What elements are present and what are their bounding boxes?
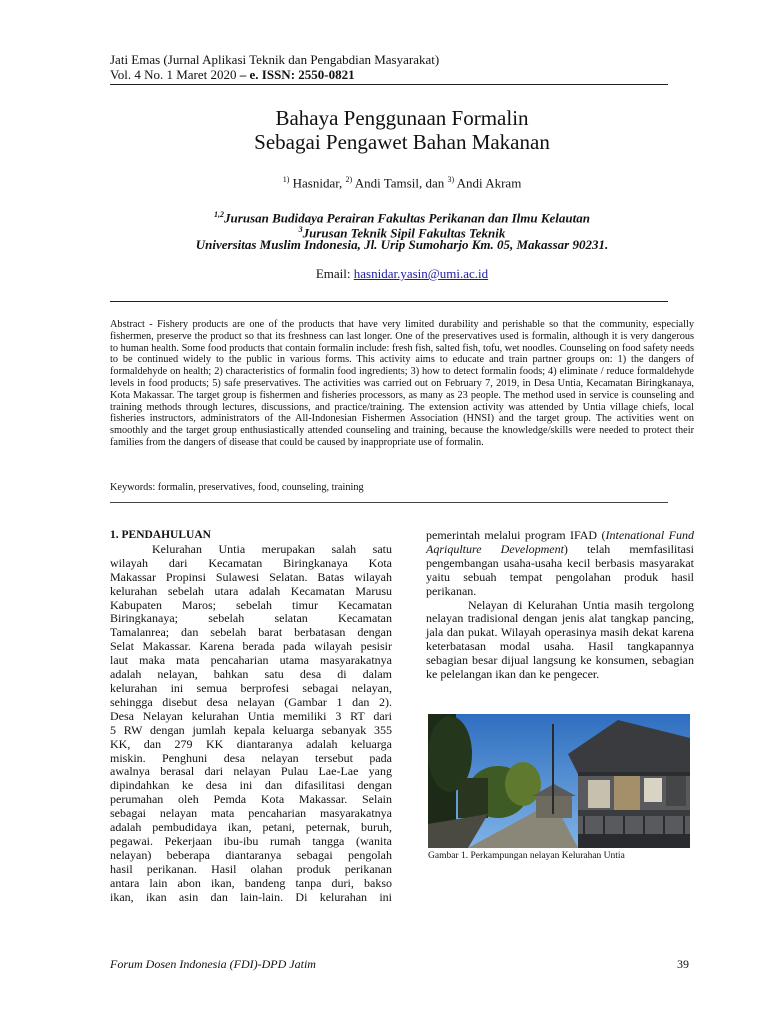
intro-line: Desa Nelayan kelurahan Untia memiliki 3 RT dari bbox=[110, 709, 392, 723]
intro-line: ikan, ikan asin dan lain-lain. Di kelurahan ini bbox=[110, 890, 392, 904]
abstract-rule bbox=[110, 301, 668, 302]
author-list bbox=[110, 175, 694, 191]
intro-line: Selat Makassar. Karena berada pada wilayah pesisir bbox=[110, 640, 392, 654]
email-link[interactable]: hasnidar.yasin@umi.ac.id bbox=[353, 266, 489, 281]
affiliation-line-3: Universitas Muslim Indonesia, Jl. Urip Sumoharjo Km. 05, Makassar 90231. bbox=[195, 237, 609, 252]
page-number: 39 bbox=[677, 957, 689, 971]
intro-line: Tamalanrea; dan sebelah barat berbatasan dengan bbox=[110, 626, 392, 640]
intro-line: Biringkanaya; sebelah selatan Kecamatan bbox=[110, 612, 392, 626]
right-column bbox=[426, 529, 694, 682]
author-sup-1: 1) bbox=[282, 175, 290, 184]
intro-line: laut maka mata pencaharian utama masyarakatnya bbox=[110, 654, 392, 668]
abstract: Abstract - Fishery products are one of the products that have very limited durability and perishable so that the community, especially fishermen, preserve the product so that its freshness can last longer. One of the preservatives used is formalin, although it is very dangerous to human health. Some food products that contain formalin include: fresh fish, salted fish, tofu, wet noodles. Counseling on food safety needs to be continued widely to the public in various forms. This activity aims to educate and train partner groups on: 1) the dangers of formaldehyde on health; 2) characteristics of formalin food ingredients; 3) how to detect formalin foods; 4) eliminate / reduce formaldehyde levels in food products; 5) safe preservatives. The activities was carried out on February 7, 2019, in Desa Untia, Kecamatan Biringkanaya, Kota Makassar. The target group is fishermen and fisheries processors, as many as 23 people. The method used in service is counseling and training methods through lectures, discussions, and practice/training. The extension activity was attended by Untia village chiefs, local fisheries instructors, administrators of the All-Indonesian Fishermen Association (HNSI) and the target group. The activities went on smoothly and the target group enthusiastically attended counseling and training, because the knowledge/skills were needed to protect their families from the dangers of disease that could be caused by inappropriate use of formalin. bbox=[110, 319, 694, 448]
section-rule bbox=[110, 502, 668, 503]
figure-caption: Gambar 1. Perkampungan nelayan Kelurahan Untia bbox=[428, 851, 625, 861]
email-line bbox=[110, 266, 694, 282]
ifad-text-b: ) telah memfasilitasi pengembangan usaha-usaha kecil berbasis masyarakat yaitu sebuah tempat pengolahan produk hasil perikanan. bbox=[426, 541, 695, 598]
intro-line: kelurahan ini semua berprofesi sebagai nelayan, bbox=[110, 681, 392, 695]
intro-line: sebagai nelayan mata pencaharian masyarakatnya bbox=[110, 807, 392, 821]
left-column bbox=[110, 529, 392, 904]
intro-line: kelurahan sebelah utara adalah Kecamatan Marusu bbox=[110, 584, 392, 598]
footer-forum: Forum Dosen Indonesia (FDI)-DPD Jatim bbox=[110, 957, 316, 971]
author-sup-2: 2) bbox=[345, 175, 353, 184]
intro-paragraph bbox=[110, 543, 392, 905]
intro-line: adalah pembudidaya ikan, petani, peternak, buruh, bbox=[110, 821, 392, 835]
intro-line: pegawai. Pekerjaan ibu-ibu rumah tangga (wanita bbox=[110, 834, 392, 848]
intro-line: Kelurahan Untia merupakan salah satu bbox=[152, 542, 392, 556]
ifad-paragraph bbox=[426, 529, 694, 599]
intro-line: Kabupaten Maros; sebelah timur Kecamatan bbox=[110, 598, 392, 612]
author-2: Andi Tamsil, dan bbox=[352, 175, 448, 191]
ifad-name: Intenational Fund Aqriqulture Development bbox=[426, 528, 694, 556]
email-label: Email: bbox=[315, 266, 354, 281]
author-sup-3: 3) bbox=[447, 175, 455, 184]
author-3: Andi Akram bbox=[454, 175, 522, 191]
village-photo bbox=[428, 714, 690, 848]
journal-name: Jati Emas (Jurnal Aplikasi Teknik dan Pengabdian Masyarakat) bbox=[110, 52, 440, 67]
intro-line: adalah nelayan, bahkan satu desa di dalam bbox=[110, 668, 392, 682]
intro-line: perumahan oleh Pemda Kota Makassar. Selain bbox=[110, 793, 392, 807]
header-rule bbox=[110, 84, 668, 85]
intro-line: dipindahkan ke desa ini dan difasilitasi dengan bbox=[110, 779, 392, 793]
intro-line: nelayan) beberapa diantaranya sebagai pengolah bbox=[110, 848, 392, 862]
affil-text-1: Jurusan Budidaya Perairan Fakultas Perikanan dan Ilmu Kelautan bbox=[224, 210, 590, 226]
volume-text: Vol. 4 No. 1 Maret 2020 bbox=[110, 67, 237, 82]
intro-line: hasil perikanan. Hasil olahan produk perikanan bbox=[110, 862, 392, 876]
affil-sup-1: 1,2 bbox=[214, 210, 225, 219]
intro-line: KK, dan 279 KK diantaranya adalah keluarga bbox=[110, 737, 392, 751]
keywords: Keywords: formalin, preservatives, food, counseling, training bbox=[110, 482, 364, 493]
section-heading: 1. PENDAHULUAN bbox=[110, 529, 211, 541]
intro-line: Makassar Propinsi Sulawesi Selatan. Batas wilayah bbox=[110, 570, 392, 584]
author-1: Hasnidar, bbox=[289, 175, 346, 191]
nelayan-paragraph: Nelayan di Kelurahan Untia masih tergolong nelayan tradisional dengan jenis alat tangkap pancing, jala dan pukat. Wilayah operasinya masih dekat karena keterbatasan modal usaha. Hasil tangkapannya sebagian besar dijual langsung ke konsumen, sebagian ke pelelangan ikan dan ke pengecer. bbox=[426, 597, 694, 682]
journal-volume bbox=[110, 67, 355, 82]
affil-text-2: Jurusan Teknik Sipil Fakultas Teknik bbox=[302, 225, 506, 241]
paper-title-line-2: Sebagai Pengawet Bahan Makanan bbox=[254, 130, 550, 154]
intro-line: sehingga disebut desa nelayan (Gambar 1 dan 2). bbox=[110, 695, 392, 709]
ifad-text-a: pemerintah melalui program IFAD ( bbox=[426, 528, 606, 542]
intro-line: 5 RW dengan jumlah kepala keluarga sebanyak 355 bbox=[110, 723, 392, 737]
paper-title-line-1: Bahaya Penggunaan Formalin bbox=[275, 106, 529, 130]
intro-line: wilayah dari Kecamatan Biringkanaya Kota bbox=[110, 556, 392, 570]
intro-line: awalnya berasal dari nelayan Pulau Lae-Lae yang bbox=[110, 765, 392, 779]
issn-text: – e. ISSN: 2550-0821 bbox=[236, 67, 355, 82]
affil-sup-2: 3 bbox=[298, 225, 303, 234]
intro-line: miskin. Penghuni desa nelayan tersebut pada bbox=[110, 751, 392, 765]
intro-line: antara lain abon ikan, bandeng tanpa duri, bakso bbox=[110, 876, 392, 890]
